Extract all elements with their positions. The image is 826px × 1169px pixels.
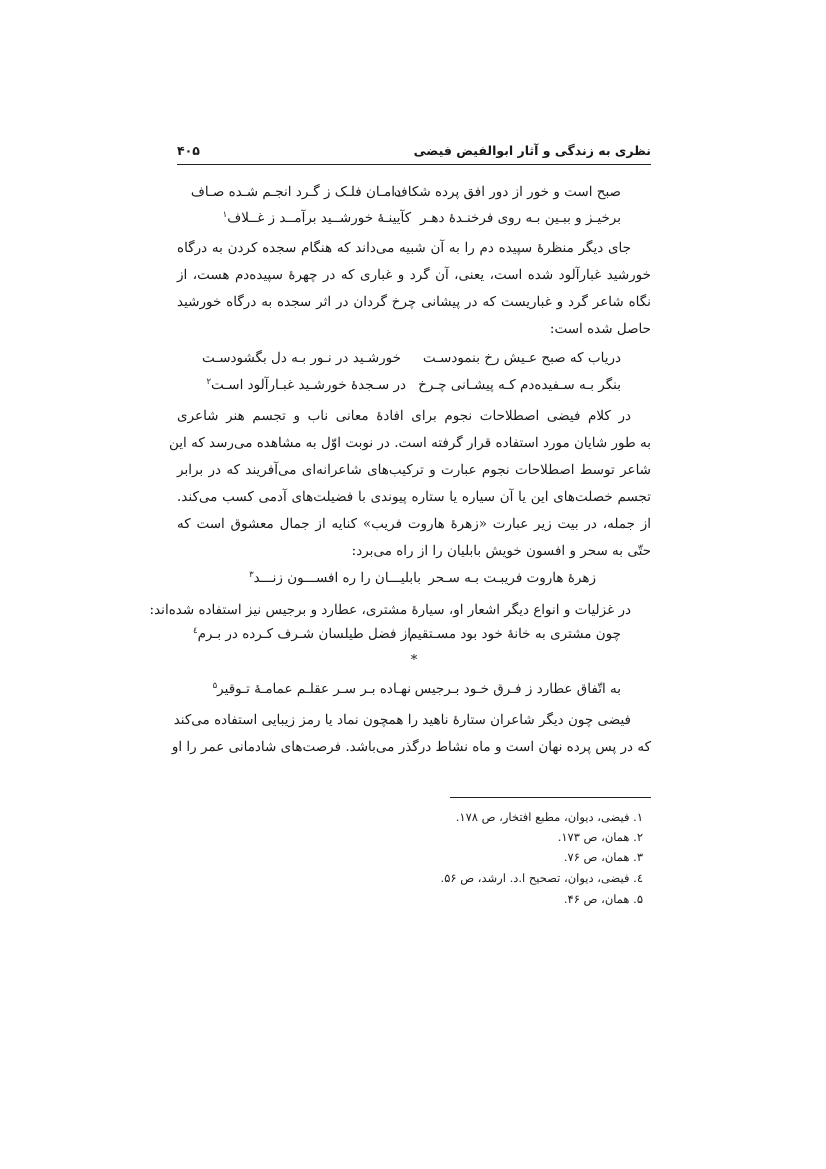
footnote-marker: ۲ [206,377,212,387]
paragraph-line: حاصل شده است: [549,321,651,337]
paragraph-line: در غزلیات و انواع دیگر اشعار او، سیارۀ مشتری، عطارد و برجیس نیز استفاده شده‌اند: [149,602,631,618]
verse-hemistich: دریاب که صبح عـیش رخ بنمودسـت [422,350,621,366]
footnote-marker: ۱ [222,210,228,220]
verse-line [177,179,651,205]
verse-line [177,676,651,702]
verse-hemistich: بابلیـــان را ره افســـون زنـــد$^۳$ [249,570,421,586]
paragraph-line: از جمله، در بیت زیر عبارت «زهرۀ هاروت فریب» کنایه از جمال معشوق است که [177,516,651,532]
footnote: ۳. همان، ص ۷۶. [563,850,643,864]
verse-hemistich: صبح است و خور از دور افق پرده شکاف [393,184,621,200]
running-header [177,140,651,162]
footnote: ۲. همان، ص ۱۷۳. [557,830,643,844]
running-title: نظری به زندگی و آثار ابوالفیض فیضی [413,143,651,158]
verse-hemistich: کآیینـۀ خورشــید برآمــد ز غــلاف$^۱$ [222,210,411,226]
paragraph-line: به طور شایان مورد استفاده قرار گرفته است. در نوبت اوّل به مشاهده می‌رسد که این [169,435,651,451]
verse-line [177,345,651,371]
verse-hemistich: به اتّفاق عطارد ز فـرق خـود بـرجیس [414,681,621,697]
paragraph-line: که در پس پرده نهان است و ماه نشاط درگذر می‌باشد. فرصت‌های شادمانی عمر را او [171,739,651,755]
verse-line [177,565,651,591]
verse-separator: * [410,653,418,668]
verse-hemistich: از فضل طیلسان شـرف کـرده در بـرم$^٤$ [192,626,411,642]
paragraph-line: خورشید غبارآلود شده است، یعنی، آن گرد و غباری که در چهرۀ سپیده‌دم هست، از [177,267,651,283]
footnote-rule [450,797,651,798]
footnote-marker: ۳ [249,570,254,580]
paragraph-line: حتّی به سحر و افسون خویش بابلیان را از راه می‌برد: [351,543,651,559]
header-rule [177,164,651,165]
verse-hemistich: چون مشتری به خانۀ خود بود مسـتقیم [408,626,621,642]
verse-hemistich: برخیـز و ببـین بـه روی فرخنـدۀ دهـر [420,210,621,226]
verse-hemistich: در سـجدۀ خورشـید غبـارآلود اسـت$^۲$ [206,377,406,393]
footnote: ۵. همان، ص ۴۶. [563,892,643,906]
verse-line [177,621,651,647]
page-number: ۴۰۵ [177,143,200,158]
paragraph-line: نگاه شاعر گرد و غباریست که در پیشانی چرخ گردان در اثر سجده به درگاه خورشید [177,294,651,310]
paragraph-line: جای دیگر منظرۀ سپیده دم را به آن شبیه می‌داند که هنگام سجده کردن به درگاه [177,240,631,256]
verse-hemistich: دامـان فلـک ز گـرد انجـم شـده صـاف [190,184,401,200]
footnote: ٤. فیضی، دیوان، تصحیح ا.د. ارشد، ص ۵۶. [440,871,643,885]
paragraph-line: شاعر توسط اصطلاحات نجوم عبارت و ترکیب‌های شاعرانه‌ای می‌آفریند که در برابر [177,462,651,478]
verse-line [177,205,651,231]
footnote-marker: ۵ [212,681,218,691]
verse-hemistich: خورشـید در نـور بـه دل بگشودسـت [202,350,401,366]
paragraph-line: تجسم خصلت‌های این یا آن سیاره یا ستاره پیوندی با فضیلت‌های آدمی کسب می‌کند. [177,489,651,505]
verse-hemistich: نهـاده بـر سـر عقلـم عمامـۀ تـوقیر$^۵$ [212,681,411,697]
verse-line [177,372,651,398]
verse-hemistich: زهرۀ هاروت فریبـت بـه سـحر [428,570,596,586]
paragraph-line: فیضی چون دیگر شاعران ستارۀ ناهید را همچون نماد یا رمز زیبایی استفاده می‌کند [173,712,631,728]
verse-hemistich: بنگر بـه سـفیده‌دم کـه پیشـانی چـرخ [418,377,621,393]
paragraph-line: در کلام فیضی اصطلاحات نجوم برای افادۀ معانی ناب و تجسم هنر شاعری [177,408,631,424]
footnote-marker: ٤ [192,626,198,636]
footnote: ۱. فیضی، دیوان، مطبع افتخار، ص ۱۷۸. [455,810,643,824]
